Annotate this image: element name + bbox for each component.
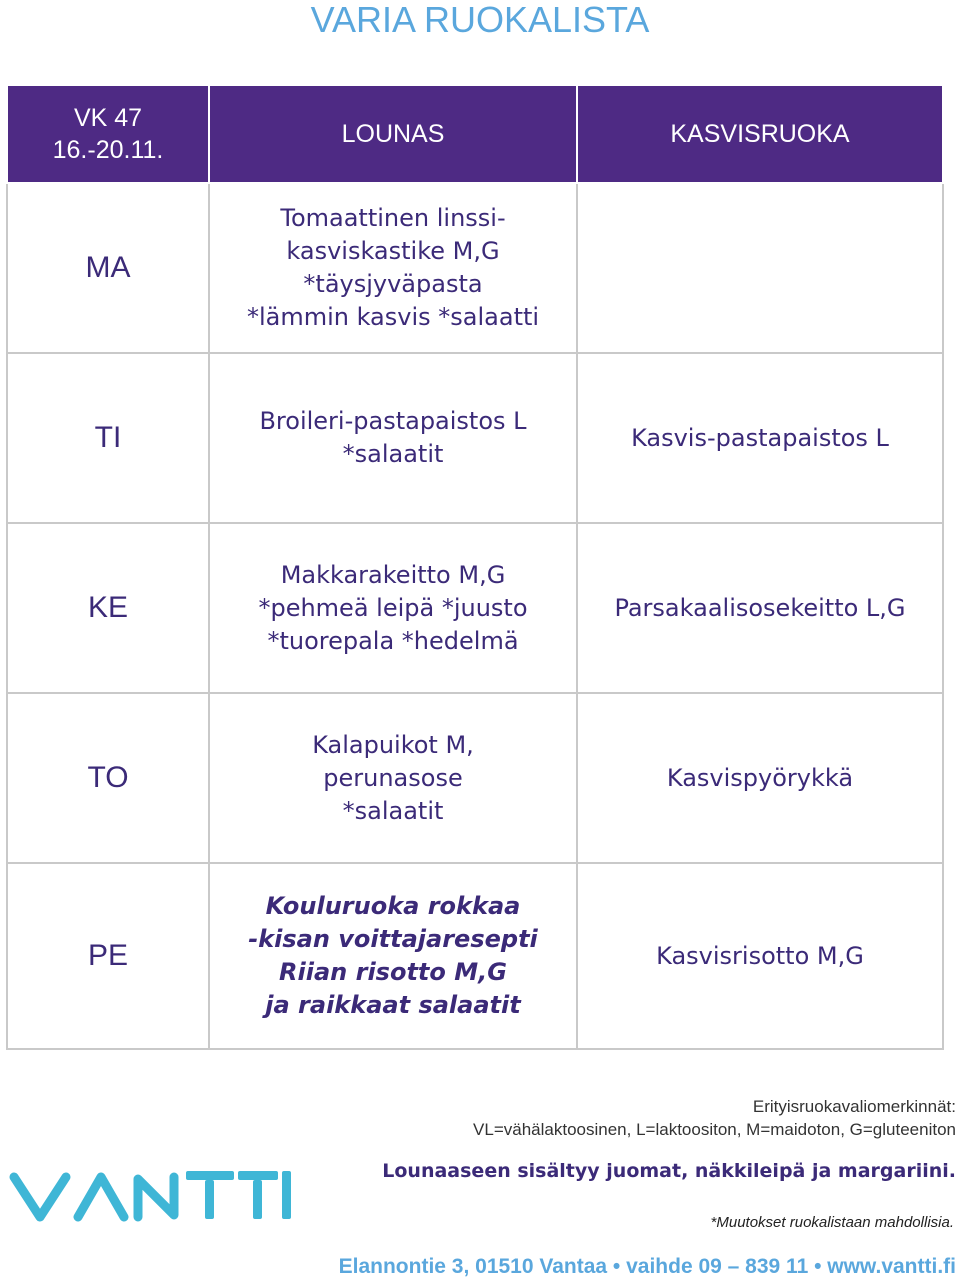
day-row bbox=[7, 523, 943, 693]
veg-cell: Kasvisrisotto M,G bbox=[577, 863, 943, 1049]
lunch-line: -kisan voittajaresepti bbox=[248, 925, 538, 953]
veg-cell: Kasvispyörykkä bbox=[577, 693, 943, 863]
lunch-line: *pehmeä leipä *juusto bbox=[258, 593, 528, 622]
lunch-cell bbox=[209, 693, 577, 863]
footer-address: Elannontie 3, 01510 Vantaa • vaihde 09 – 839 11 • www.vantti.fi bbox=[338, 1255, 956, 1278]
lunch-cell bbox=[209, 353, 577, 523]
lunch-line: *salaatit bbox=[342, 440, 444, 468]
day-label: KE bbox=[7, 523, 209, 693]
lunch-line: ja raikkaat salaatit bbox=[265, 991, 521, 1019]
lunch-line: *salaatit bbox=[342, 796, 444, 825]
lunch-line: *lämmin kasvis *salaatti bbox=[246, 303, 540, 331]
day-label: PE bbox=[7, 863, 209, 1049]
included-note: Lounaaseen sisältyy juomat, näkkileipä ja margariini. bbox=[382, 1160, 956, 1182]
diet-notes-legend: VL=vähälaktoosinen, L=laktoositon, M=maidoton, G=gluteeniton bbox=[473, 1120, 956, 1139]
day-row bbox=[7, 693, 943, 863]
week-cell bbox=[7, 85, 209, 183]
lunch-line: *tuorepala *hedelmä bbox=[267, 626, 519, 655]
day-label: TI bbox=[7, 353, 209, 523]
lunch-cell bbox=[209, 863, 577, 1049]
lunch-line: Kalapuikot M, bbox=[312, 730, 474, 759]
lunch-line: Kouluruoka rokkaa bbox=[265, 892, 521, 920]
diet-notes-heading: Erityisruokavaliomerkinnät: bbox=[752, 1097, 956, 1116]
changes-note: *Muutokset ruokalistaan mahdollisia. bbox=[710, 1214, 954, 1231]
lunch-line: Makkarakeitto M,G bbox=[280, 560, 506, 589]
lunch-cell bbox=[209, 183, 577, 353]
menu-table bbox=[6, 84, 944, 1050]
week-number: VK 47 bbox=[73, 104, 143, 132]
veg-cell: Parsakaalisosekeitto L,G bbox=[577, 523, 943, 693]
lunch-line: *täysjyväpasta bbox=[303, 270, 483, 298]
week-dates: 16.-20.11. bbox=[52, 136, 164, 164]
day-label: TO bbox=[7, 693, 209, 863]
day-label: MA bbox=[7, 183, 209, 353]
lunch-line: Broileri-pastapaistos L bbox=[259, 407, 527, 435]
day-row bbox=[7, 353, 943, 523]
lunch-line: kasviskastike M,G bbox=[286, 237, 500, 265]
lunch-line: Riian risotto M,G bbox=[279, 958, 507, 986]
vantti-logo bbox=[6, 1165, 291, 1225]
header-row bbox=[7, 85, 943, 183]
lunch-line: perunasose bbox=[323, 763, 463, 792]
page-title: VARIA RUOKALISTA bbox=[310, 0, 650, 40]
lunch-line: Tomaattinen linssi- bbox=[280, 204, 506, 232]
veg-header: KASVISRUOKA bbox=[577, 85, 943, 183]
diet-notes bbox=[473, 1096, 956, 1142]
day-row bbox=[7, 183, 943, 353]
day-row bbox=[7, 863, 943, 1049]
lunch-cell bbox=[209, 523, 577, 693]
veg-cell: Kasvis-pastapaistos L bbox=[577, 353, 943, 523]
veg-cell bbox=[577, 183, 943, 353]
lunch-header: LOUNAS bbox=[209, 85, 577, 183]
